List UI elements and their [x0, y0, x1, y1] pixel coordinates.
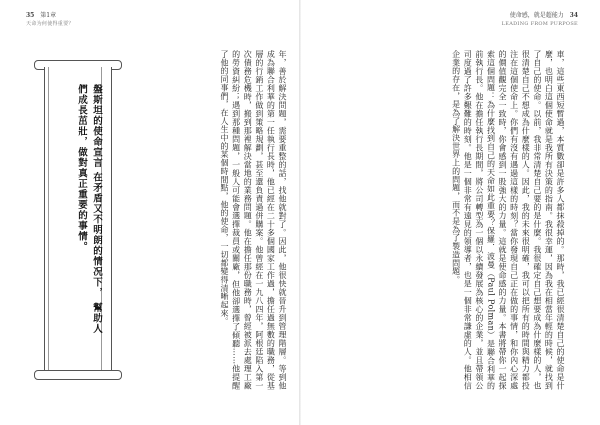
left-page-header [26, 12, 74, 28]
mission-line-2: 幫助人們成長茁壯，做對真正重要的事情。 [76, 84, 102, 335]
left-page-number: 35 [26, 12, 35, 19]
book-gutter [299, 0, 301, 425]
left-chapter-label: 第1章 [40, 12, 57, 19]
mission-scroll [40, 60, 114, 380]
mission-statement [74, 84, 104, 344]
left-body-paragraph: 年，善於解決問題，需要重整的話，找他就對了。因此，他很快就晉升到管理階層。等到他成為聯合利華的第一任執行長時，他已經在二十多個國家工作過，擔任過無數的職務，從基層的行銷工作做到策略規劃，甚至還負責過併購案。他曾經在一九八四年，阿根廷陷入第一次債務危機時，搬到那裡解決當地的業務問題。他在擔任那份職務時，曾經被派去處理工廠的勞資糾紛；遇到那種問題，一般人可能會選擇裁員或關廠，但他卻選擇了傾聽……他提醒了他的同事們，在人生中的某個時間點，他的使命，一切都變得清晰起來。 [220, 50, 287, 390]
left-chapter-subtitle: 天命为何使得重要？ [26, 21, 74, 27]
right-page-number: 34 [569, 12, 578, 19]
mission-line-1: 在矛盾又不明朗的情况下， [91, 172, 102, 299]
right-book-subtitle: LEADING FROM PURPOSE [501, 21, 578, 27]
left-page-body [128, 50, 288, 390]
right-page-body [318, 50, 566, 390]
mission-title: 盤斯坦的使命宣言 [91, 84, 102, 168]
scroll-bottom-rod [34, 370, 122, 380]
right-body-paragraph: 車，這些東西短暫過，本質數卻是許多人都抹殺掉的。那時，我已經很清楚自己的使命是什麼，也明白這個使命就是我所有決策的指南。我很幸運，因為我在相當年輕的時候，就找到了自己的使命。以前，我非常清楚自己要的是什麼。我很確定自己想要成為什麼樣的人，也很清楚自己不想成為什麼樣的人。因此，我的未來很明確，我可以把所有的時間與精力都投注在這個使命上。你們有沒有遇過這樣的時刻？當你發現自己正在做的事情，和你內心深處的價值觀完全一致時，你會感到一股強大的力量。這就是使命感的力量。本書將帶你一起探索這個問題：為什麼找到自己的天命如此重要？保羅．波曼（Paul Polman）是聯合利華的前執行長。他在擔任執行長期間，將公司轉型為一個以永續發展為核心的企業，並且帶領公司度過了許多艱難的時刻。他是一個非常有遠見的領導者，也是一個非常謙虛的人。他相信企業的存在，是為了解決世界上的問題，而不是為了製造問題。 [451, 50, 565, 390]
right-page-header [502, 12, 578, 28]
right-book-title: 使命感，就是超能力 [509, 12, 564, 19]
